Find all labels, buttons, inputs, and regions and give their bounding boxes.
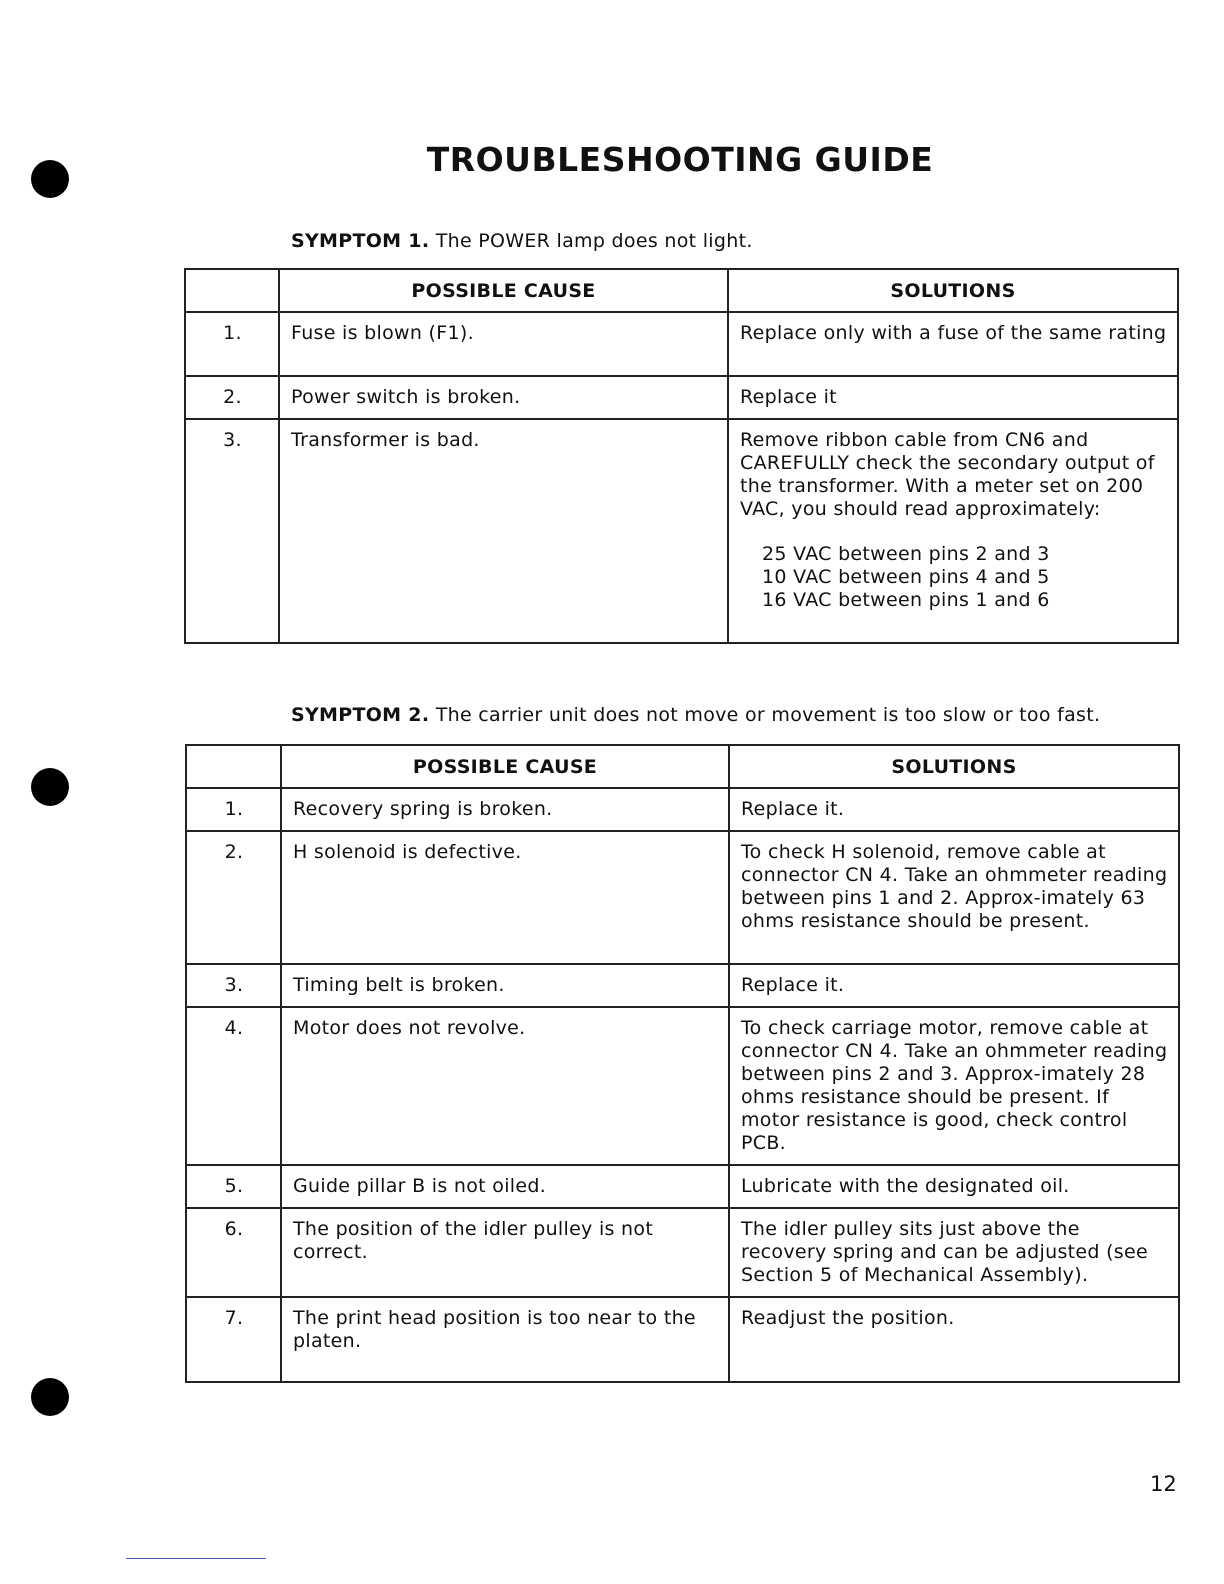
row-cause: Recovery spring is broken. [281, 788, 729, 831]
symptom-2-label: SYMPTOM 2. [291, 704, 430, 726]
row-number: 3. [186, 964, 281, 1007]
row-solution: To check carriage motor, remove cable at connector CN 4. Take an ohmmeter reading between pins 2 and 3. Approx-imately 28 ohms resistance should be present. If motor resistance is good, check control PCB. [729, 1007, 1179, 1165]
table-header-row [186, 745, 1179, 788]
solution-text: Remove ribbon cable from CN6 and CAREFULLY check the secondary output of the transformer. With a meter set on 200 VAC, you should read approximately: [740, 429, 1155, 520]
symptom-1-table [184, 268, 1179, 644]
row-number: 1. [185, 312, 279, 376]
row-number: 2. [185, 376, 279, 419]
row-cause: Guide pillar B is not oiled. [281, 1165, 729, 1208]
reading-line: 10 VAC between pins 4 and 5 [762, 566, 1050, 588]
row-solution: Readjust the position. [729, 1297, 1179, 1382]
row-number: 3. [185, 419, 279, 643]
row-solution: To check H solenoid, remove cable at connector CN 4. Take an ohmmeter reading between pins 1 and 2. Approx-imately 63 ohms resistance should be present. [729, 831, 1179, 964]
header-possible-cause: POSSIBLE CAUSE [279, 269, 728, 312]
row-solution: Replace it. [729, 964, 1179, 1007]
symptom-1-heading [291, 230, 753, 252]
row-solution: Replace it. [729, 788, 1179, 831]
punch-hole-middle [31, 768, 69, 806]
page-title: TROUBLESHOOTING GUIDE [426, 140, 934, 179]
row-solution: Lubricate with the designated oil. [729, 1165, 1179, 1208]
row-number: 5. [186, 1165, 281, 1208]
symptom-2-table [185, 744, 1180, 1383]
header-solutions: SOLUTIONS [728, 269, 1178, 312]
table-row [186, 1165, 1179, 1208]
row-cause: The print head position is too near to the platen. [281, 1297, 729, 1382]
header-solutions: SOLUTIONS [729, 745, 1179, 788]
page-number: 12 [1150, 1472, 1177, 1496]
table-row [185, 376, 1178, 419]
table-row [186, 1208, 1179, 1297]
voltage-readings [740, 543, 1167, 612]
symptom-2-heading [291, 704, 1100, 726]
table-row [186, 1007, 1179, 1165]
row-cause: Timing belt is broken. [281, 964, 729, 1007]
row-solution: Replace it [728, 376, 1178, 419]
row-cause: The position of the idler pulley is not correct. [281, 1208, 729, 1297]
row-cause: Transformer is bad. [279, 419, 728, 643]
row-cause: Fuse is blown (F1). [279, 312, 728, 376]
footer-rule [126, 1558, 266, 1559]
reading-line: 16 VAC between pins 1 and 6 [762, 589, 1050, 611]
row-solution [728, 419, 1178, 643]
header-possible-cause: POSSIBLE CAUSE [281, 745, 729, 788]
symptom-1-label: SYMPTOM 1. [291, 230, 430, 252]
row-number: 1. [186, 788, 281, 831]
symptom-2-text: The carrier unit does not move or movement is too slow or too fast. [435, 704, 1101, 726]
table-row [186, 964, 1179, 1007]
header-number [186, 745, 281, 788]
row-solution: The idler pulley sits just above the recovery spring and can be adjusted (see Section 5 of Mechanical Assembly). [729, 1208, 1179, 1297]
row-cause: Motor does not revolve. [281, 1007, 729, 1165]
punch-hole-bottom [31, 1378, 69, 1416]
table-row [185, 419, 1178, 643]
row-number: 2. [186, 831, 281, 964]
row-cause: H solenoid is defective. [281, 831, 729, 964]
table-row [185, 312, 1178, 376]
header-number [185, 269, 279, 312]
row-number: 7. [186, 1297, 281, 1382]
row-solution: Replace only with a fuse of the same rating [728, 312, 1178, 376]
table-row [186, 788, 1179, 831]
symptom-1-text: The POWER lamp does not light. [435, 230, 753, 252]
table-header-row [185, 269, 1178, 312]
reading-line: 25 VAC between pins 2 and 3 [762, 543, 1050, 565]
table-row [186, 831, 1179, 964]
table-row [186, 1297, 1179, 1382]
row-number: 4. [186, 1007, 281, 1165]
row-cause: Power switch is broken. [279, 376, 728, 419]
row-number: 6. [186, 1208, 281, 1297]
